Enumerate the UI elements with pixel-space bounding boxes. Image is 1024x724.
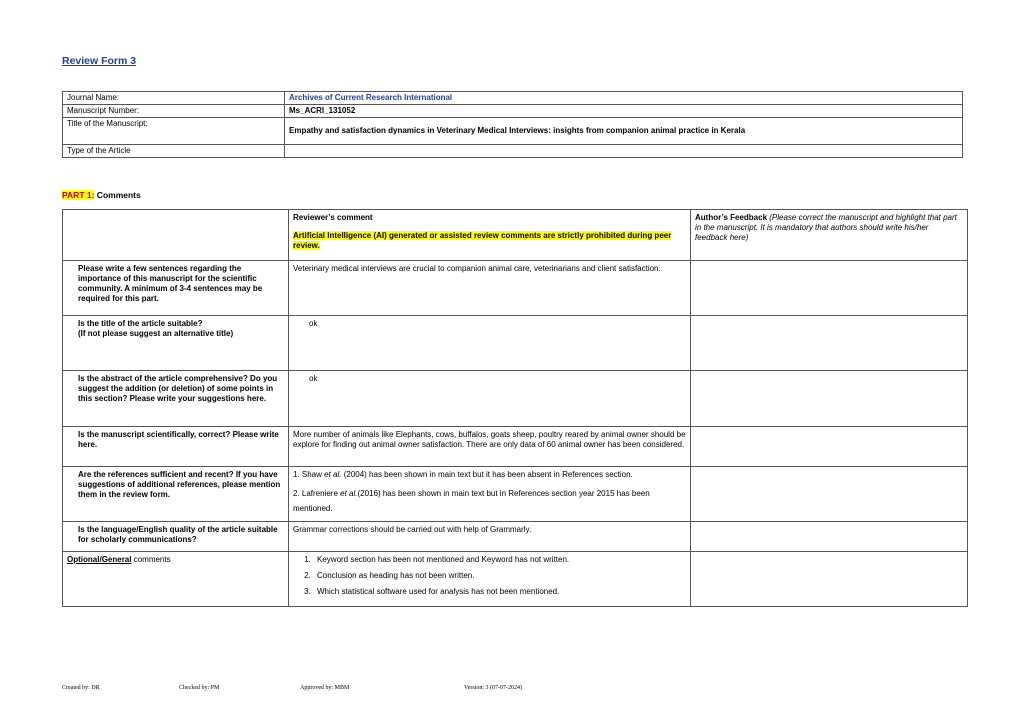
author-feedback-cell[interactable] bbox=[691, 467, 968, 522]
author-feedback-header: Author’s Feedback bbox=[695, 213, 768, 222]
table-row bbox=[63, 467, 968, 522]
manuscript-number-value: Ms_ACRI_131052 bbox=[285, 105, 963, 118]
manuscript-number-row bbox=[63, 105, 963, 118]
answer-language: Grammar corrections should be carried out with help of Grammarly. bbox=[289, 522, 691, 552]
table-row bbox=[63, 371, 968, 427]
footer-version: Version: 3 (07-07-2024) bbox=[464, 685, 522, 691]
table-row bbox=[63, 316, 968, 371]
article-type-value bbox=[285, 145, 963, 158]
comments-table bbox=[62, 209, 968, 607]
header-empty-cell bbox=[63, 210, 289, 261]
ref1-etal: et al. bbox=[324, 470, 342, 479]
part1-suffix: Comments bbox=[94, 190, 141, 200]
author-feedback-cell[interactable] bbox=[691, 522, 968, 552]
table-row bbox=[63, 427, 968, 467]
question-language: Is the language/English quality of the article suitable for scholarly communications? bbox=[63, 522, 289, 552]
journal-label: Journal Name: bbox=[63, 92, 285, 105]
optional-label-c: comments bbox=[131, 555, 171, 564]
optional-comments-label bbox=[63, 552, 289, 607]
ai-warning: Artificial Intelligence (AI) generated or assisted review comments are strictly prohibited during peer review. bbox=[293, 231, 672, 250]
manuscript-number-label: Manuscript Number: bbox=[63, 105, 285, 118]
author-header-cell bbox=[691, 210, 968, 261]
manuscript-info-table bbox=[62, 91, 963, 158]
ref1-text-c: (2004) has been shown in main text but it has been absent in References section. bbox=[341, 470, 633, 479]
author-feedback-cell[interactable] bbox=[691, 261, 968, 316]
list-item: 3. Which statistical software used for analysis has not been mentioned. bbox=[313, 587, 686, 597]
article-type-label: Type of the Article bbox=[63, 145, 285, 158]
footer-checked: Checked by: PM bbox=[179, 685, 220, 691]
author-feedback-cell[interactable] bbox=[691, 552, 968, 607]
title-row bbox=[63, 118, 963, 145]
ref2-text-c: (2016) has been shown in main text but in References section year 2015 has been mentioned. bbox=[293, 489, 650, 513]
reviewer-header-cell bbox=[289, 210, 691, 261]
footer-created: Created by: DR bbox=[62, 685, 100, 691]
comments-header-row bbox=[63, 210, 968, 261]
journal-row bbox=[63, 92, 963, 105]
question-scientific: Is the manuscript scientifically, correct? Please write here. bbox=[63, 427, 289, 467]
optional-comments bbox=[289, 552, 691, 607]
table-row bbox=[63, 552, 968, 607]
ref2-text-a: 2. Lafreniere bbox=[293, 489, 341, 498]
answer-references bbox=[289, 467, 691, 522]
list-item: 2. Conclusion as heading has not been written. bbox=[313, 571, 686, 581]
table-row bbox=[63, 522, 968, 552]
answer-abstract: ok bbox=[289, 371, 691, 427]
footer-approved: Approved by: MBM bbox=[300, 685, 350, 691]
optional-label-sep: / bbox=[99, 555, 102, 564]
question-abstract: Is the abstract of the article comprehensive? Do you suggest the addition (or deletion) of some points in this section? Please write your suggestions here. bbox=[63, 371, 289, 427]
answer-title: ok bbox=[289, 316, 691, 371]
list-item: 1. Keyword section has been not mentioned and Keyword has not written. bbox=[313, 555, 686, 565]
reference-comment-2 bbox=[293, 486, 686, 516]
question-importance: Please write a few sentences regarding the importance of this manuscript for the scientific community. A minimum of 3-4 sentences may be required for this part. bbox=[63, 261, 289, 316]
answer-importance: Veterinary medical interviews are crucial to companion animal care, veterinarians and client satisfaction. bbox=[289, 261, 691, 316]
table-row bbox=[63, 261, 968, 316]
journal-value: Archives of Current Research International bbox=[285, 92, 963, 105]
part1-label: PART 1: bbox=[62, 190, 95, 200]
reviewer-comment-header: Reviewer’s comment bbox=[293, 213, 373, 222]
question-title: Is the title of the article suitable? (If not please suggest an alternative title) bbox=[63, 316, 289, 371]
author-feedback-note: (Please correct the manuscript and highlight that part in the manuscript. It is mandatory that authors should write his/her feedback here) bbox=[695, 213, 957, 242]
title-label: Title of the Manuscript: bbox=[63, 118, 285, 145]
optional-label-a: Optional bbox=[67, 555, 100, 564]
part1-heading bbox=[62, 190, 141, 200]
optional-comments-list bbox=[293, 555, 686, 597]
reference-comment-1 bbox=[293, 470, 686, 480]
author-feedback-cell[interactable] bbox=[691, 371, 968, 427]
title-value: Empathy and satisfaction dynamics in Veterinary Medical Interviews: insights from companion animal practice in Kerala bbox=[285, 118, 963, 145]
form-title: Review Form 3 bbox=[62, 55, 137, 67]
article-type-row bbox=[63, 145, 963, 158]
question-references: Are the references sufficient and recent? If you have suggestions of additional references, please mention them in the review form. bbox=[63, 467, 289, 522]
answer-scientific: More number of animals like Elephants, cows, buffalos, goats sheep, poultry reared by animal owner should be explore for finding out animal owner satisfaction. There are only data of 60 animal owner has been considered. bbox=[289, 427, 691, 467]
author-feedback-cell[interactable] bbox=[691, 316, 968, 371]
ref2-etal: et al. bbox=[340, 489, 358, 498]
ref1-text-a: 1. Shaw bbox=[293, 470, 325, 479]
optional-label-b: General bbox=[101, 555, 132, 564]
author-feedback-cell[interactable] bbox=[691, 427, 968, 467]
